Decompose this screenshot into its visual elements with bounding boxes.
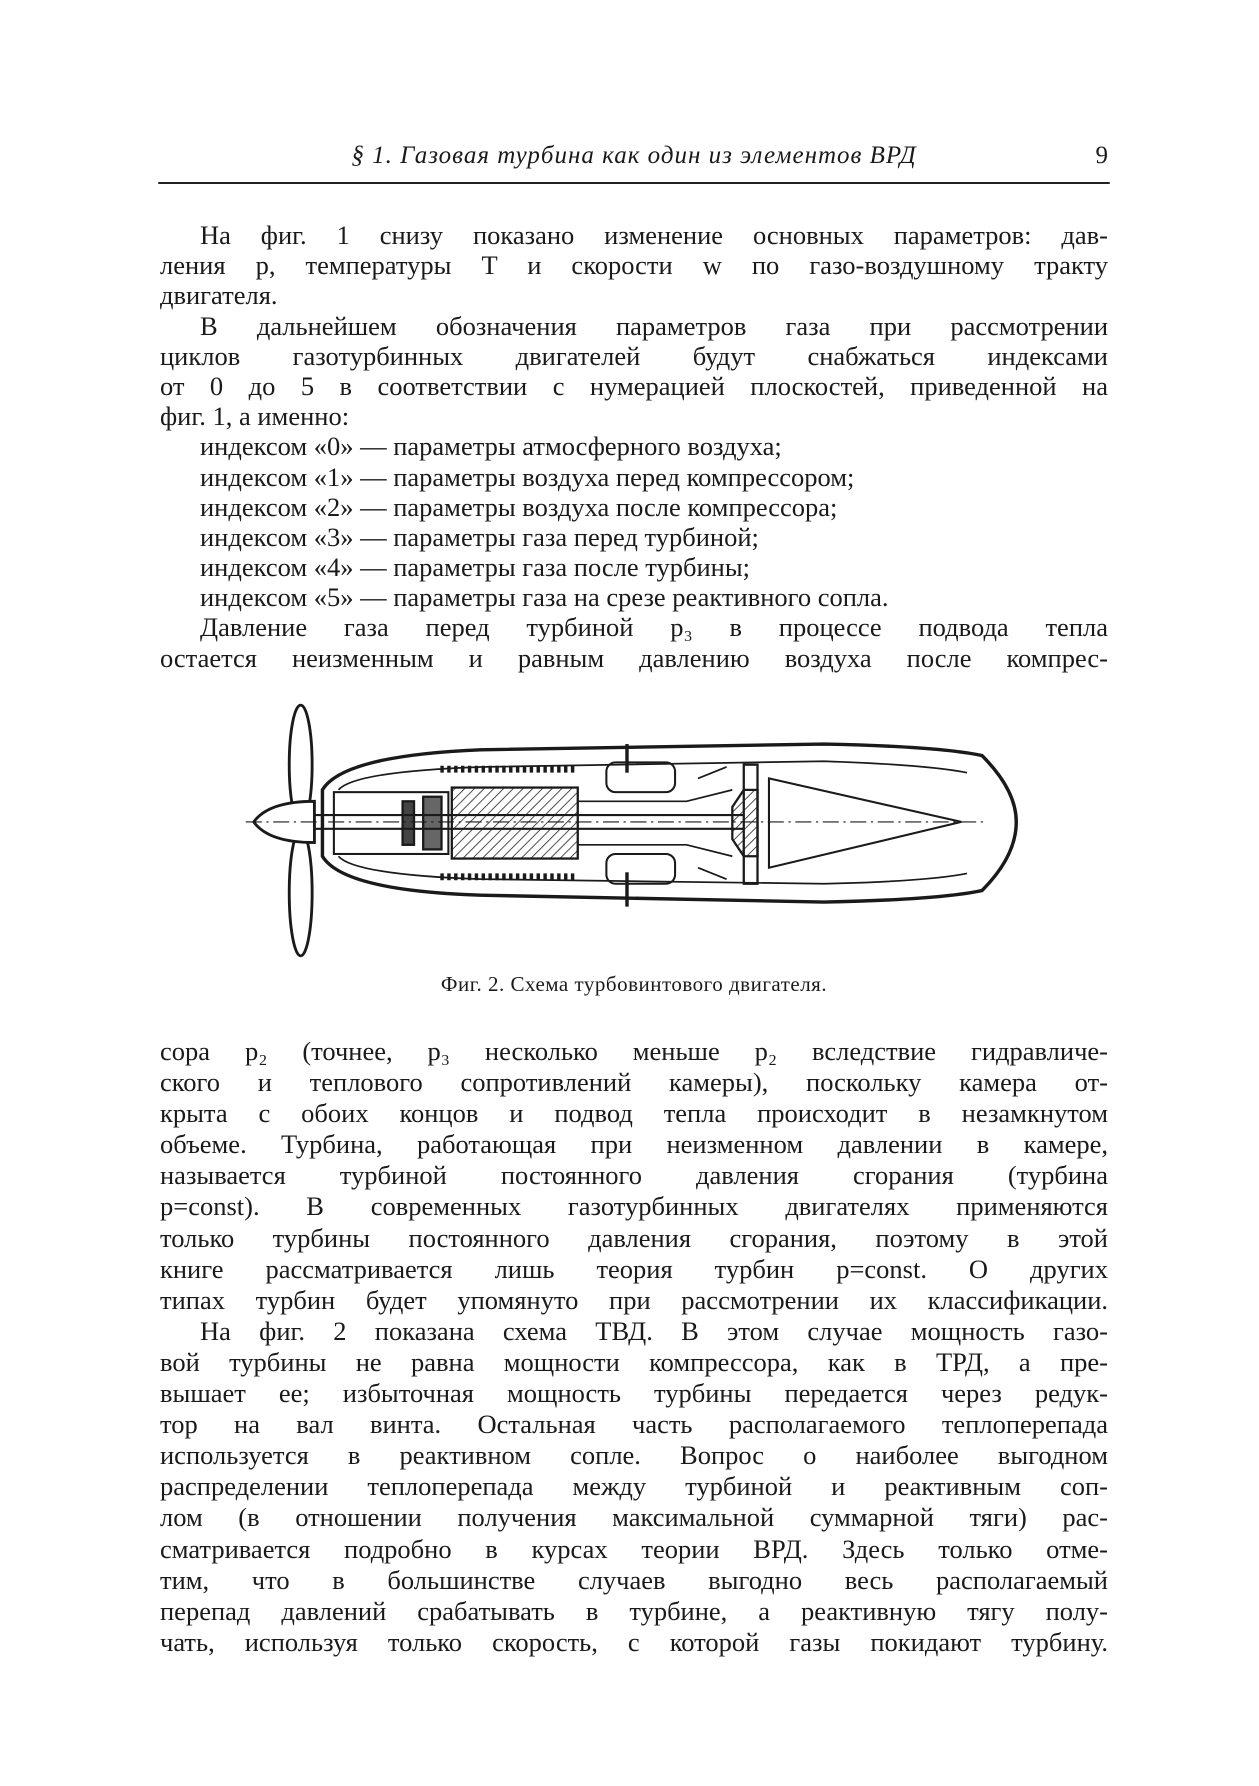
index-list-item: индексом «1» — параметры воздуха перед компрессором; — [200, 461, 855, 492]
text-line: На фиг. 1 снизу показано изменение основных параметров: дав- — [200, 220, 1108, 250]
text-line: На фиг. 2 показана схема ТВД. В этом случае мощность газо- — [200, 1315, 1108, 1346]
text-block-bottom — [160, 1036, 1108, 1658]
text-line: называется турбиной постоянного давления сгорания (турбина — [160, 1160, 1108, 1191]
combustion-chamber-lower — [606, 854, 675, 884]
text-line: объеме. Турбина, работающая при неизменном давлении в камере, — [160, 1129, 1108, 1160]
text-line: распределении теплоперепада между турбиной и реактивным соп- — [160, 1471, 1108, 1502]
figure-caption: Фиг. 2. Схема турбовинтового двигателя. — [440, 972, 828, 996]
text-line: сора p₂ (точнее, p₃ несколько меньше p₂ вследствие гидравличе- — [160, 1036, 1108, 1066]
text-line: только турбины постоянного давления сгорания, поэтому в этой — [160, 1222, 1108, 1253]
text-line: ского и теплового сопротивлений камеры), поскольку камера от- — [160, 1067, 1108, 1098]
text-block-top — [160, 220, 1108, 673]
index-list-item: индексом «0» — параметры атмосферного воздуха; — [200, 431, 782, 462]
text-line: крыта с обоих концов и подвод тепла происходит в незамкнутом — [160, 1098, 1108, 1129]
index-list-item: индексом «4» — параметры газа после турбины; — [200, 552, 750, 583]
turboprop-engine-diagram — [240, 690, 1030, 971]
text-line: В дальнейшем обозначения параметров газа при рассмотрении — [200, 310, 1108, 341]
text-line: сматривается подробно в курсах теории ВРД. Здесь только отме- — [160, 1533, 1108, 1564]
text-line: вой турбины не равна мощности компрессора, как в ТРД, а пре- — [160, 1346, 1108, 1377]
text-line: от 0 до 5 в соответствии с нумерацией плоскостей, приведенной на — [160, 370, 1108, 401]
text-line: фиг. 1, а именно: — [160, 401, 350, 432]
index-list-item: индексом «3» — параметры газа перед турбиной; — [200, 521, 759, 552]
text-line: p=const). В современных газотурбинных двигателях применяются — [160, 1191, 1108, 1222]
page-number: 9 — [1095, 142, 1108, 169]
text-line: чать, используя только скорость, с которой газы покидают турбину. — [160, 1626, 1108, 1657]
text-line: тим, что в большинстве случаев выгодно весь располагаемый — [160, 1564, 1108, 1595]
exhaust-cone — [769, 778, 961, 867]
text-line: вышает ее; избыточная мощность турбины передается через редук- — [160, 1378, 1108, 1409]
text-line: циклов газотурбинных двигателей будут снабжаться индексами — [160, 340, 1108, 371]
propeller-blade-lower — [289, 830, 312, 956]
compressor — [452, 788, 578, 859]
text-line: используется в реактивном сопле. Вопрос о наиболее выгодном — [160, 1440, 1108, 1471]
running-header — [160, 142, 1108, 176]
text-line: двигателя. — [160, 280, 278, 311]
index-list-item: индексом «5» — параметры газа на срезе реактивного сопла. — [200, 582, 889, 613]
text-line: лом (в отношении получения максимальной суммарной тяги) рас- — [160, 1502, 1108, 1533]
index-list-item: индексом «2» — параметры воздуха после компрессора; — [200, 491, 838, 522]
text-line: ления p, температуры T и скорости w по газо-воздушному тракту — [160, 250, 1108, 281]
header-rule — [158, 182, 1110, 184]
text-line: типах турбин будет упомянуто при рассмотрении их классификации. — [160, 1284, 1108, 1315]
combustion-chamber-upper — [606, 762, 675, 792]
text-line: Давление газа перед турбиной p₃ в процессе подвода тепла — [200, 612, 1108, 643]
text-line: тор на вал винта. Остальная часть располагаемого теплоперепада — [160, 1409, 1108, 1440]
running-title: § 1. Газовая турбина как один из элементов ВРД — [351, 142, 917, 169]
text-line: остается неизменным и равным давлению воздуха после компрес- — [160, 642, 1108, 673]
text-line: книге рассматривается лишь теория турбин p=const. О других — [160, 1253, 1108, 1284]
text-line: перепад давлений срабатывать в турбине, а реактивную тягу полу- — [160, 1595, 1108, 1626]
